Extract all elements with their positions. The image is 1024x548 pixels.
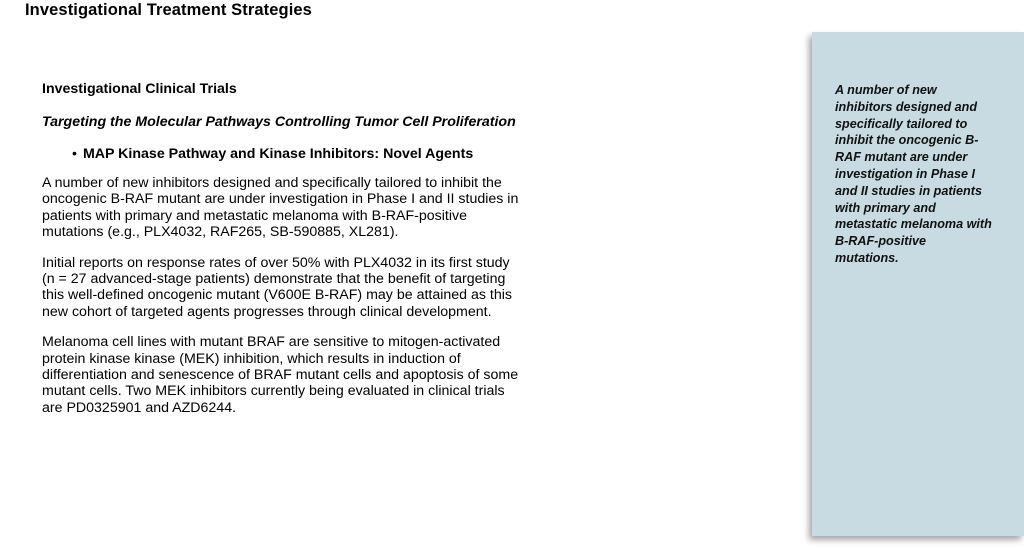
bullet-icon: •	[72, 146, 77, 162]
bullet-text: MAP Kinase Pathway and Kinase Inhibitors: Novel Agents	[82, 146, 474, 162]
main-content	[42, 80, 522, 416]
section-heading: Investigational Clinical Trials	[42, 81, 237, 97]
bullet-item	[72, 145, 522, 163]
page-title: Investigational Treatment Strategies	[25, 1, 312, 19]
paragraph-mek-inhibition: Melanoma cell lines with mutant BRAF are sensitive to mitogen-activated protein kinase kinase (MEK) inhibition, which results in induction of differentiation and senescence of BRAF mutant cells and apoptosis of some mutant cells. Two MEK inhibitors currently being evaluated in clinical trials are PD0325901 and AZD6244.	[42, 334, 519, 416]
sidebar-callout-text: A number of new inhibitors designed and specifically tailored to inhibit the oncogenic B-RAF mutant are under investigation in Phase I and II studies in patients with primary and metastatic melanoma with B-RAF-positive mutations.	[835, 83, 992, 265]
paragraph-response-rates: Initial reports on response rates of over 50% with PLX4032 in its first study (n = 27 advanced-stage patients) demonstrate that the benefit of targeting this well-defined oncogenic mutant (V600E B-RAF) may be attained as this new cohort of targeted agents progresses through clinical development.	[42, 254, 513, 320]
paragraph-inhibitors: A number of new inhibitors designed and specifically tailored to inhibit the oncogenic B-RAF mutant are under investigation in Phase I and II studies in patients with primary and metastatic melanoma with B-RAF-positive mutations (e.g., PLX4032, RAF265, SB-590885, XL281).	[42, 175, 519, 241]
subheading: Targeting the Molecular Pathways Controlling Tumor Cell Proliferation	[42, 114, 516, 130]
sidebar-callout-panel	[812, 32, 1024, 536]
